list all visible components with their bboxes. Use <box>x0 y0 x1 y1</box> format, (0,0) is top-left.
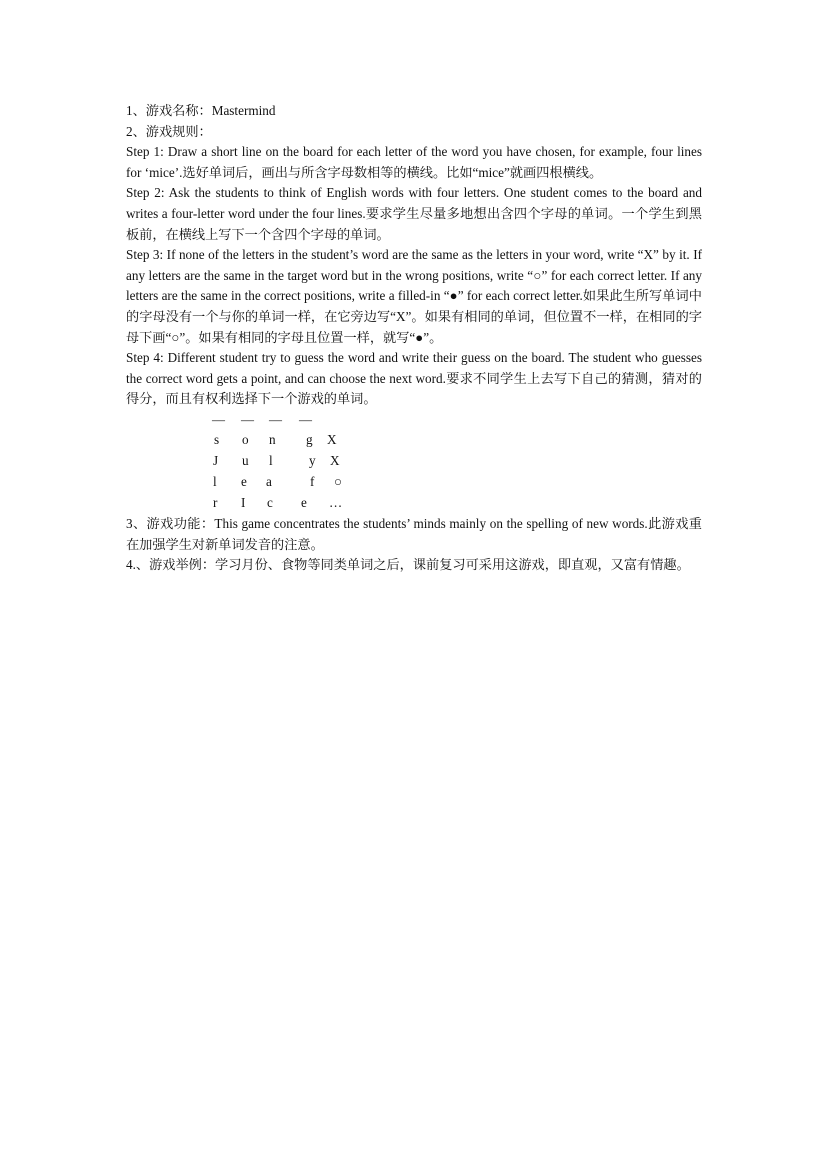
game-name-line: 1、游戏名称：Mastermind <box>126 103 276 118</box>
blank-line: — <box>241 411 254 427</box>
guess-letter: I <box>241 494 246 510</box>
guess-letter: e <box>241 473 247 489</box>
guess-letter: l <box>269 452 273 468</box>
guess-letter: r <box>213 494 218 510</box>
blank-line: — <box>299 411 312 427</box>
mastermind-example <box>212 410 702 514</box>
guess-letter: g <box>306 431 313 447</box>
result-mark: X <box>330 452 340 468</box>
guess-letter: J <box>213 452 219 468</box>
guess-letter: c <box>267 494 273 510</box>
guess-letter: l <box>213 473 217 489</box>
guess-letter: s <box>214 431 220 447</box>
result-mark: … <box>329 494 343 510</box>
result-mark: ○ <box>334 473 342 489</box>
guess-letter: f <box>310 473 315 489</box>
step-2: Step 2: Ask the students to think of English words with four letters. One student comes to the board and writes a four-letter word under the four lines.要求学生尽量多地想出含四个字母的单词。一个学生到黑板前，在横线上写下一个含四个字母的单词。 <box>126 185 702 242</box>
guess-letter: e <box>301 494 307 510</box>
blank-line: — <box>269 411 282 427</box>
guess-letter: n <box>269 431 276 447</box>
game-example-usage: 4.、游戏举例：学习月份、食物等同类单词之后，课前复习可采用这游戏，即直观，又富有情趣。 <box>126 557 690 573</box>
guess-letter: a <box>266 473 272 489</box>
step-1: Step 1: Draw a short line on the board for each letter of the word you have chosen, for example, four lines for ‘mice’.选好单词后，画出与所含字母数相等的横线。比如“mice”就画四根横线。 <box>126 144 702 180</box>
blank-line: — <box>212 411 225 427</box>
rules-heading: 2、游戏规则： <box>126 123 212 139</box>
guess-letter: u <box>242 452 249 468</box>
step-3: Step 3: If none of the letters in the student’s word are the same as the letters in your word, write “X” by it. If any letters are the same in the target word but in the wrong positions, write “○” for each correct letter. If any letters are the same in the correct positions, write a filled-in “●” for each correct letter.如果此生所写单词中的字母没有一个与你的单词一样，在它旁边写“X”。如果有相同的单词，但位置不一样，在相同的字母下画“○”。如果有相同的字母且位置一样，就写“●”。 <box>126 247 702 345</box>
guess-letter: y <box>309 452 316 468</box>
document-body <box>126 101 702 576</box>
result-mark: X <box>327 431 337 447</box>
game-function: 3、游戏功能：This game concentrates the students’ minds mainly on the spelling of new words.此游戏重在加强学生对新单词发音的注意。 <box>126 515 702 552</box>
guess-letter: o <box>242 431 249 447</box>
step-4: Step 4: Different student try to guess the word and write their guess on the board. The student who guesses the correct word gets a point, and can choose the next word.要求不同学生上去写下自己的猜测，猜对的得分，而且有权利选择下一个游戏的单词。 <box>126 350 702 407</box>
